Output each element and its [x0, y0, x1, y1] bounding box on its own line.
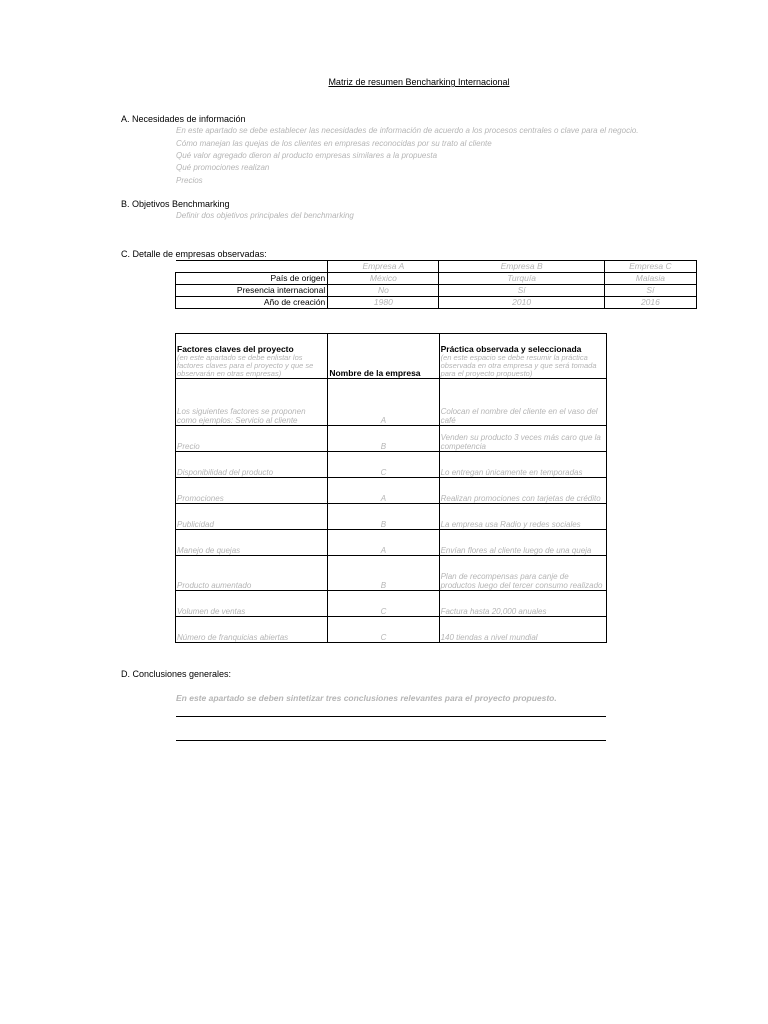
table-row — [176, 297, 697, 309]
practice-cell: Lo entregan únicamente en temporadas — [439, 452, 606, 478]
practice-header-cell — [439, 334, 606, 379]
practice-cell: Factura hasta 20,000 anuales — [439, 591, 606, 617]
table-row — [176, 379, 607, 426]
company-cell: B — [328, 426, 439, 452]
header-blank-cell — [176, 261, 328, 273]
conclusion-line — [176, 716, 606, 717]
cell-value: 1980 — [328, 297, 439, 309]
factors-header-row — [176, 334, 607, 379]
section-a-hint-3: Qué promociones realizan — [176, 163, 270, 172]
company-name-title: Nombre de la empresa — [329, 368, 421, 378]
cell-value: 2016 — [604, 297, 696, 309]
factor-cell: Número de franquicias abiertas — [176, 617, 328, 643]
table-row — [176, 617, 607, 643]
practice-cell: Envían flores al cliente luego de una queja — [439, 530, 606, 556]
practice-cell: 140 tiendas a nivel mundial — [439, 617, 606, 643]
factor-cell: Disponibilidad del producto — [176, 452, 328, 478]
table-row — [176, 591, 607, 617]
section-a-hint-2: Qué valor agregado dieron al producto empresas similares a la propuesta — [176, 151, 438, 160]
table-row — [176, 504, 607, 530]
practice-cell: Colocan el nombre del cliente en el vaso del café — [439, 379, 606, 426]
company-cell: C — [328, 591, 439, 617]
table-row — [176, 285, 697, 297]
table-row — [176, 556, 607, 591]
factors-table — [175, 333, 607, 643]
factors-hint: (en este apartado se debe enlistar los factores claves para el proyecto y que se observarán en otras empresas) — [177, 353, 314, 378]
factor-cell: Manejo de quejas — [176, 530, 328, 556]
company-a-header: Empresa A — [328, 261, 439, 273]
company-b-header: Empresa B — [439, 261, 604, 273]
company-c-header: Empresa C — [604, 261, 696, 273]
company-cell: C — [328, 617, 439, 643]
table-row — [176, 452, 607, 478]
company-cell: B — [328, 556, 439, 591]
row-label: País de origen — [176, 273, 328, 285]
section-a-hint-4: Precios — [176, 176, 203, 185]
company-cell: A — [328, 530, 439, 556]
companies-table — [175, 260, 697, 309]
cell-value: Malasia — [604, 273, 696, 285]
company-cell: B — [328, 504, 439, 530]
row-label: Año de creación — [176, 297, 328, 309]
factor-cell: Publicidad — [176, 504, 328, 530]
section-b-heading: B. Objetivos Benchmarking — [121, 199, 230, 209]
practice-cell: Plan de recompensas para canje de productos luego del tercer consumo realizado — [439, 556, 606, 591]
factor-cell: Precio — [176, 426, 328, 452]
cell-value: Turquía — [439, 273, 604, 285]
section-a-hint-1: Cómo manejan las quejas de los clientes en empresas reconocidas por su trato al cliente — [176, 139, 492, 148]
company-cell: C — [328, 452, 439, 478]
cell-value: Sí — [604, 285, 696, 297]
section-d-hint: En este apartado se deben sintetizar tres conclusiones relevantes para el proyecto propuesto. — [176, 693, 557, 703]
section-d-heading: D. Conclusiones generales: — [121, 669, 232, 679]
factor-cell: Los siguientes factores se proponen como ejemplos: Servicio al cliente — [176, 379, 328, 426]
row-label: Presencia internacional — [176, 285, 328, 297]
factor-cell: Promociones — [176, 478, 328, 504]
section-a-hint-0: En este apartado se debe establecer las necesidades de información de acuerdo a los procesos centrales o clave para el negocio. — [176, 126, 639, 135]
section-c-heading: C. Detalle de empresas observadas: — [121, 249, 267, 259]
factor-cell: Volumen de ventas — [176, 591, 328, 617]
factors-title: Factores claves del proyecto — [177, 344, 294, 354]
table-row — [176, 530, 607, 556]
factors-header-cell — [176, 334, 328, 379]
company-cell: A — [328, 379, 439, 426]
conclusion-line — [176, 740, 606, 741]
practice-cell: Realizan promociones con tarjetas de crédito — [439, 478, 606, 504]
company-cell: A — [328, 478, 439, 504]
section-a-heading: A. Necesidades de información — [121, 114, 246, 124]
table-row — [176, 478, 607, 504]
practice-cell: La empresa usa Radio y redes sociales — [439, 504, 606, 530]
section-b-hint: Definir dos objetivos principales del benchmarking — [176, 211, 354, 220]
companies-header-row — [176, 261, 697, 273]
company-name-header-cell — [328, 334, 439, 379]
practice-hint: (en este espacio se debe resumir la práctica observada en otra empresa y que será tomada para el proyecto propuesto) — [440, 353, 597, 378]
table-row — [176, 273, 697, 285]
cell-value: No — [328, 285, 439, 297]
cell-value: 2010 — [439, 297, 604, 309]
page-title: Matriz de resumen Bencharking Internacional — [328, 77, 510, 87]
practice-title: Práctica observada y seleccionada — [440, 344, 582, 354]
cell-value: Sí — [439, 285, 604, 297]
cell-value: México — [328, 273, 439, 285]
table-row — [176, 426, 607, 452]
practice-cell: Venden su producto 3 veces más caro que la competencia — [439, 426, 606, 452]
factor-cell: Producto aumentado — [176, 556, 328, 591]
